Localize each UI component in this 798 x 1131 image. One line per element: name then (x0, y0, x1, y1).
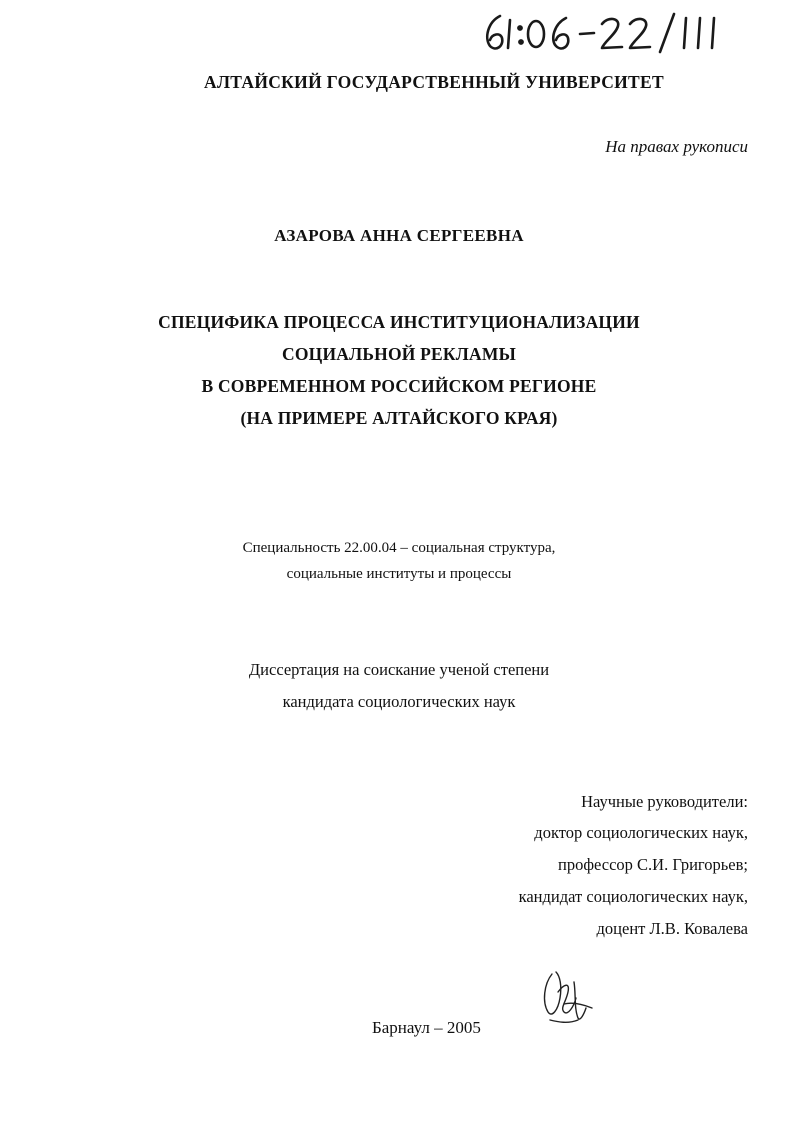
advisors-heading: Научные руководители: (581, 792, 748, 811)
signature-drawing (538, 962, 598, 1032)
title-line-3: В СОВРЕМЕННОМ РОССИЙСКОМ РЕГИОНЕ (201, 376, 597, 396)
university-name: АЛТАЙСКИЙ ГОСУДАРСТВЕННЫЙ УНИВЕРСИТЕТ (204, 72, 664, 92)
archive-code-handwritten (478, 8, 758, 56)
signature (538, 962, 598, 1032)
title-line-1: СПЕЦИФИКА ПРОЦЕССА ИНСТИТУЦИОНАЛИЗАЦИИ (158, 312, 640, 332)
archive-code-drawing (478, 8, 758, 56)
advisor-line-3: кандидат социологических наук, (518, 887, 748, 906)
advisor-line-4: доцент Л.В. Ковалева (596, 919, 748, 938)
dissertation-line-1: Диссертация на соискание ученой степени (248, 660, 550, 679)
title-line-4: (НА ПРИМЕРЕ АЛТАЙСКОГО КРАЯ) (240, 408, 558, 428)
author-name: АЗАРОВА АННА СЕРГЕЕВНА (274, 226, 524, 245)
title-line-2: СОЦИАЛЬНОЙ РЕКЛАМЫ (282, 344, 516, 364)
place-and-year: Барнаул – 2005 (372, 1018, 481, 1037)
rights-note: На правах рукописи (605, 137, 748, 156)
specialty-line-1: Специальность 22.00.04 – социальная структура, (242, 540, 556, 556)
advisor-line-2: профессор С.И. Григорьев; (558, 855, 748, 874)
dissertation-line-2: кандидата социологических наук (282, 692, 516, 711)
specialty-line-2: социальные институты и процессы (286, 566, 512, 582)
advisor-line-1: доктор социологических наук, (534, 823, 748, 842)
